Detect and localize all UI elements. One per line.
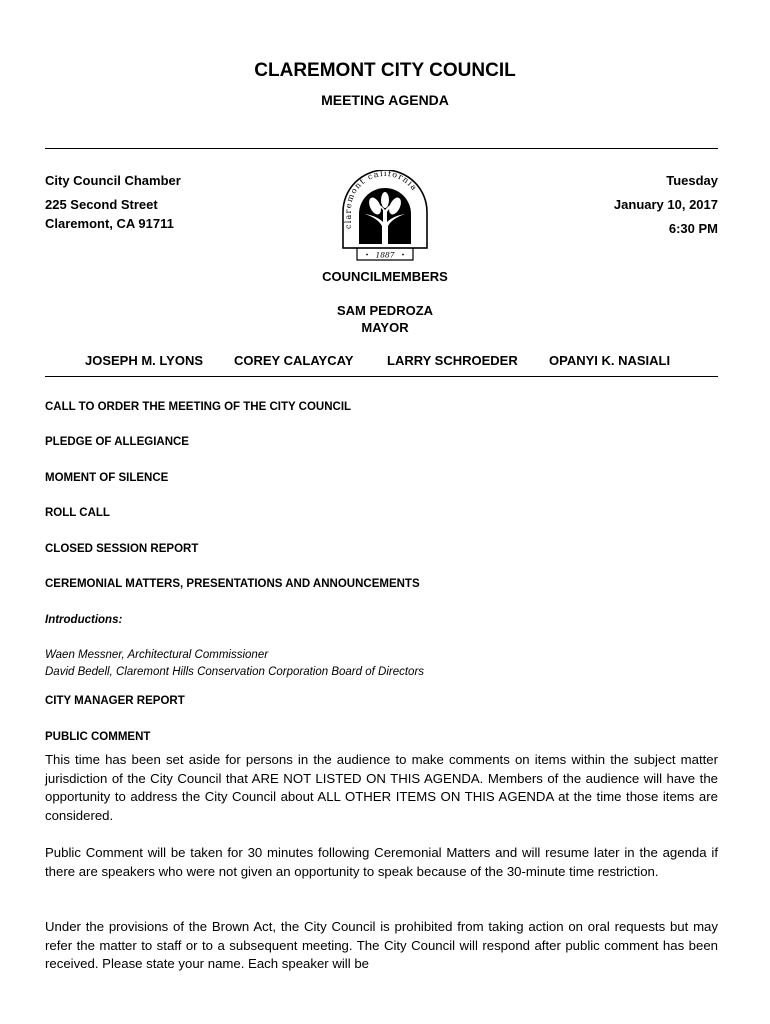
councilmember-name: COREY CALAYCAY [234, 353, 354, 368]
agenda-item: MOMENT OF SILENCE [45, 472, 169, 484]
venue-street: 225 Second Street [45, 197, 158, 212]
introduction-entry: Waen Messner, Architectural Commissioner [45, 649, 269, 661]
city-seal-logo [339, 170, 431, 264]
agenda-item: PLEDGE OF ALLEGIANCE [45, 436, 189, 448]
venue-name: City Council Chamber [45, 173, 181, 188]
councilmember-name: LARRY SCHROEDER [387, 353, 518, 368]
councilmember-name: JOSEPH M. LYONS [85, 353, 203, 368]
agenda-item: CEREMONIAL MATTERS, PRESENTATIONS AND ANNOUNCEMENTS [45, 578, 420, 590]
councilmembers-heading: COUNCILMEMBERS [322, 269, 448, 284]
bottom-divider [45, 376, 718, 377]
agenda-item: CLOSED SESSION REPORT [45, 543, 199, 555]
public-comment-paragraph: Public Comment will be taken for 30 minutes following Ceremonial Matters and will resume later in the agenda if there are speakers who were not given an opportunity to speak because of the 30-minute time restriction. [45, 845, 718, 879]
introductions-label: Introductions: [45, 614, 123, 626]
venue-city: Claremont, CA 91711 [45, 216, 174, 231]
meeting-time: 6:30 PM [668, 221, 718, 236]
meeting-day: Tuesday [666, 173, 718, 188]
mayor-name: SAM PEDROZA [336, 303, 434, 318]
introduction-entry: David Bedell, Claremont Hills Conservation Corporation Board of Directors [45, 666, 425, 678]
public-comment-paragraph: This time has been set aside for persons in the audience to make comments on items within the subject matter jurisdiction of the City Council that ARE NOT LISTED ON THIS AGENDA. Members of the audience will have the opportunity to address the City Council about ALL OTHER ITEMS ON THIS AGENDA at the time those items are considered. [45, 752, 718, 823]
mayor-title: MAYOR [361, 320, 409, 335]
agenda-item: ROLL CALL [45, 507, 110, 519]
councilmember-name: OPANYI K. NASIALI [549, 353, 671, 368]
top-divider [45, 148, 718, 149]
page-subtitle: MEETING AGENDA [321, 92, 449, 108]
city-manager-heading: CITY MANAGER REPORT [45, 695, 185, 707]
meeting-date: January 10, 2017 [613, 197, 718, 212]
public-comment-paragraph: Under the provisions of the Brown Act, the City Council is prohibited from taking action on oral requests but may refer the matter to staff or to a subsequent meeting. The City Council will respond after public comment has been received. Please state your name. Each speaker will be [45, 919, 718, 971]
seal-year: 1887 [375, 250, 395, 260]
seal-lettering: claremont california [343, 170, 420, 229]
agenda-item: CALL TO ORDER THE MEETING OF THE CITY COUNCIL [45, 401, 352, 413]
page-title: CLAREMONT CITY COUNCIL [254, 60, 516, 81]
public-comment-heading: PUBLIC COMMENT [45, 731, 151, 743]
